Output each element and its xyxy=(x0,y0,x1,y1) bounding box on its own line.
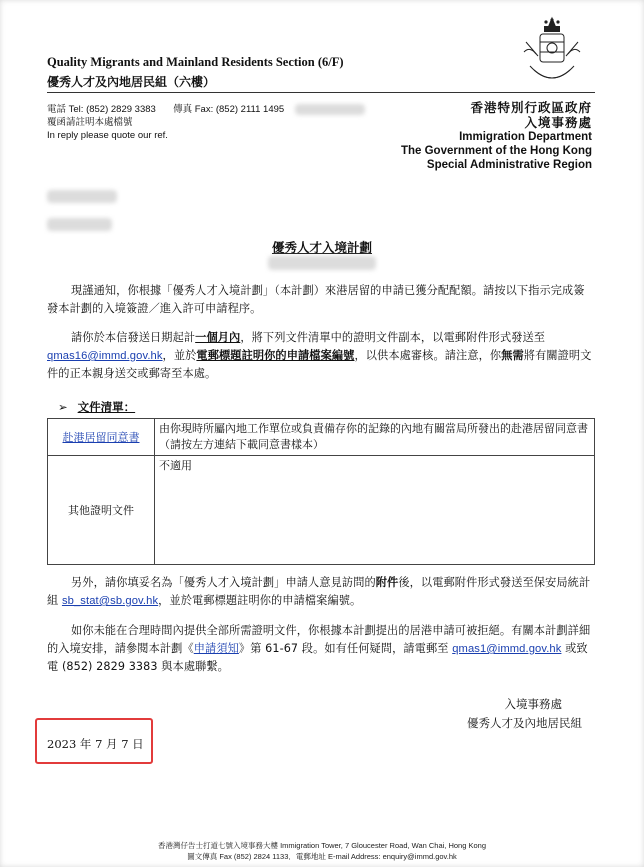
tel-number: (852) 2829 3383 xyxy=(86,104,156,115)
paragraph-2: 請你於本信發送日期起計一個月內，將下列文件清單中的證明文件副本，以電郵附件形式發送至 qmas16@immd.gov.hk，並於電郵標題註明你的申請檔案編號，以供本處審核。請注意，你無需將有關證明文件的正本親身送交或郵寄至本處。 xyxy=(47,331,592,380)
ref-note-zh: 覆函請註明本處檔號 xyxy=(47,117,133,128)
signature-line1: 入境事務處 xyxy=(504,697,562,711)
checklist-heading: ➢ 文件清單： xyxy=(58,400,136,414)
email-link-sb-stat[interactable]: sb_stat@sb.gov.hk xyxy=(61,595,159,607)
paragraph-3: 另外，請你填妥名為「優秀人才入境計劃」申請人意見訪問的附件後，以電郵附件形式發送至保安局統計組 sb_stat@sb.gov.hk，並於電郵標題註明你的申請檔案編號。 xyxy=(47,576,591,607)
signature-line2: 優秀人才及內地居民組 xyxy=(467,716,582,730)
dept-en-line2: The Government of the Hong Kong xyxy=(400,145,592,157)
dept-en-line1: Immigration Department xyxy=(459,131,592,143)
email-link-qmas16[interactable]: qmas16@immd.gov.hk xyxy=(47,350,163,362)
hksar-emblem-icon xyxy=(516,12,588,90)
header-divider xyxy=(47,92,595,93)
redacted-ref xyxy=(295,104,365,115)
dept-zh-line2: 入境事務處 xyxy=(524,115,592,130)
fax-label: 傳真 Fax: xyxy=(173,104,214,115)
table-cell-desc: 不適用 xyxy=(155,456,595,565)
consent-form-link[interactable]: 赴港居留同意書 xyxy=(62,432,140,444)
fax-number: (852) 2111 1495 xyxy=(215,104,285,115)
table-row xyxy=(48,456,595,565)
documents-table xyxy=(47,418,595,565)
department-block xyxy=(401,100,592,172)
contact-block xyxy=(47,103,365,142)
table-row xyxy=(48,419,595,456)
footer-fax-email: 圖文傳真 Fax (852) 2824 1133．電郵地址 E-mail Address: enquiry@immd.gov.hk xyxy=(187,852,457,861)
redacted-file-number xyxy=(268,256,376,270)
ref-note-en: In reply please quote our ref. xyxy=(47,130,168,141)
dept-zh-line1: 香港特別行政區政府 xyxy=(470,100,592,115)
signature-block xyxy=(467,695,582,733)
table-cell-desc: 由你現時所屬內地工作單位或負責備存你的記錄的內地有關當局所發出的赴港居留同意書（請按左方連結下載同意書樣本） xyxy=(155,419,595,456)
paragraph-4: 如你未能在合理時間內提供全部所需證明文件，你根據本計劃提出的居港申請可被拒絕。有關本計劃詳細的入境安排，請參閱本計劃《申請須知》第 61-67 段。如有任何疑問，請電郵至 qmas1@immd.gov.hk 或致電 (852) 2829 3383 與本處聯繫。 xyxy=(47,624,591,673)
guide-link[interactable]: 申請須知 xyxy=(193,643,239,655)
redacted-addressee xyxy=(47,190,117,203)
footer-address: 香港灣仔告士打道七號入境事務大樓 Immigration Tower, 7 Gloucester Road, Wan Chai, Hong Kong xyxy=(157,841,487,850)
paragraph-1: 現謹通知，你根據「優秀人才入境計劃」（本計劃）來港居留的申請已獲分配配額。請按以下指示完成簽發本計劃的入境簽證／進入許可申請程序。 xyxy=(47,284,585,315)
section-title-en: Quality Migrants and Mainland Residents Section (6/F) xyxy=(47,55,344,69)
email-link-qmas1[interactable]: qmas1@immd.gov.hk xyxy=(452,643,562,655)
letter-date: 2023 年 7 月 7 日 xyxy=(47,737,144,751)
arrow-bullet-icon: ➢ xyxy=(58,400,68,414)
tel-label: 電話 Tel: xyxy=(47,104,84,115)
section-title-zh: 優秀人才及內地居民組（六樓） xyxy=(47,75,216,89)
table-cell-name: 其他證明文件 xyxy=(48,456,155,565)
footer xyxy=(0,840,644,862)
redacted-addressee-2 xyxy=(47,218,112,231)
dept-en-line3: Special Administrative Region xyxy=(426,159,592,171)
letter-title: 優秀人才入境計劃 xyxy=(271,240,372,255)
